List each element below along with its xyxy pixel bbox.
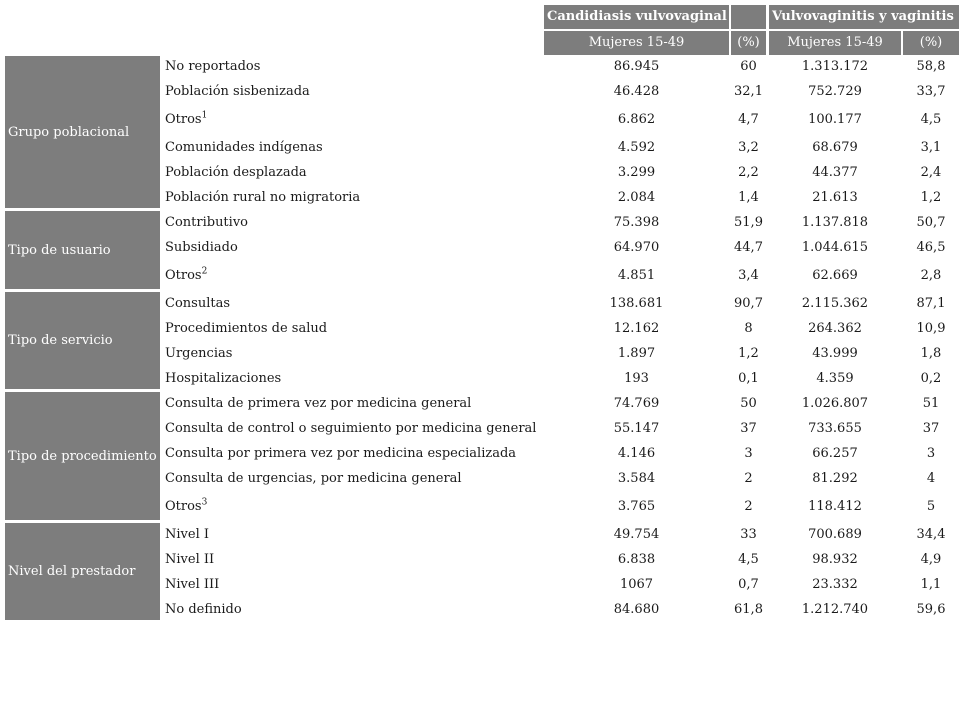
row-label xyxy=(165,552,214,568)
cell-p1: 33 xyxy=(740,527,757,542)
cell-c2: 43.999 xyxy=(812,346,858,361)
cell-p2: 3,1 xyxy=(920,140,942,155)
row-label xyxy=(165,421,536,437)
row-label xyxy=(165,268,207,284)
subheader-mujeres-2: Mujeres 15-49 xyxy=(769,31,901,55)
cell-c2: 21.613 xyxy=(812,190,858,205)
cell-c2: 81.292 xyxy=(812,471,858,486)
cell-c2: 4.359 xyxy=(816,371,854,386)
header-candidiasis: Candidiasis vulvovaginal xyxy=(544,5,729,29)
cell-p1: 0,1 xyxy=(738,371,759,386)
row-label xyxy=(165,527,209,543)
cell-c1: 74.769 xyxy=(613,396,660,411)
cell-p1: 3 xyxy=(744,446,753,461)
cell-p2: 37 xyxy=(922,421,940,436)
group-label: Tipo de servicio xyxy=(5,292,160,389)
cell-p2: 2,8 xyxy=(920,268,942,283)
subheader-pct-2: (%) xyxy=(903,31,959,55)
cell-p2: 4,9 xyxy=(920,552,942,567)
row-label-text: Nivel III xyxy=(165,577,220,592)
cell-c2: 100.177 xyxy=(808,112,862,127)
row-label xyxy=(165,190,360,206)
cell-c2: 264.362 xyxy=(808,321,862,336)
row-label xyxy=(165,296,230,312)
cell-c1: 49.754 xyxy=(613,527,660,542)
row-label xyxy=(165,577,219,593)
cell-p2: 50,7 xyxy=(916,215,946,230)
cell-p1: 1,2 xyxy=(738,346,759,361)
cell-p1: 60 xyxy=(740,59,757,74)
cell-c1: 138.681 xyxy=(609,296,664,311)
cell-p2: 1,8 xyxy=(920,346,942,361)
cell-c2: 66.257 xyxy=(812,446,858,461)
cell-c2: 1.313.172 xyxy=(801,59,869,74)
cell-c2: 44.377 xyxy=(812,165,858,180)
subheader-mujeres-1: Mujeres 15-49 xyxy=(544,31,729,55)
cell-p2: 1,2 xyxy=(920,190,942,205)
row-label-text: Contributivo xyxy=(165,215,248,230)
cell-c2: 752.729 xyxy=(808,84,862,99)
cell-c1: 84.680 xyxy=(613,602,660,617)
cell-p2: 58,8 xyxy=(916,59,946,74)
cell-c2: 1.026.807 xyxy=(801,396,869,411)
row-label xyxy=(165,112,207,128)
cell-c1: 75.398 xyxy=(613,215,660,230)
cell-p1: 32,1 xyxy=(734,84,763,99)
cell-c2: 23.332 xyxy=(812,577,858,592)
cell-c1: 12.162 xyxy=(613,321,660,336)
cell-c1: 64.970 xyxy=(613,240,660,255)
row-label xyxy=(165,240,238,256)
cell-p1: 50 xyxy=(740,396,757,411)
footnote-marker: 1 xyxy=(201,110,208,121)
cell-c2: 1.137.818 xyxy=(801,215,869,230)
cell-c1: 4.851 xyxy=(617,268,656,283)
cell-p1: 61,8 xyxy=(734,602,763,617)
row-label-text: Comunidades indígenas xyxy=(165,140,323,155)
group-label: Tipo de usuario xyxy=(5,211,160,289)
row-label-text: Otros xyxy=(165,112,202,127)
row-label-text: Otros xyxy=(165,268,202,283)
row-label-text: Consulta de control o seguimiento por medicina general xyxy=(165,421,537,436)
cell-c2: 98.932 xyxy=(812,552,858,567)
header-empty-cell xyxy=(731,5,766,29)
cell-c2: 1.044.615 xyxy=(801,240,869,255)
cell-p2: 51 xyxy=(922,396,940,411)
row-label xyxy=(165,215,248,231)
row-label-text: No definido xyxy=(165,602,242,617)
cell-p2: 33,7 xyxy=(916,84,946,99)
row-label-text: Consulta de urgencias, por medicina general xyxy=(165,471,462,486)
cell-p2: 0,2 xyxy=(920,371,942,386)
row-label xyxy=(165,59,260,75)
cell-p1: 4,5 xyxy=(738,552,759,567)
cell-p2: 4 xyxy=(926,471,936,486)
row-label xyxy=(165,371,281,387)
row-label xyxy=(165,396,471,412)
cell-p2: 10,9 xyxy=(916,321,946,336)
cell-c2: 68.679 xyxy=(812,140,858,155)
cell-p2: 4,5 xyxy=(920,112,942,127)
footnote-marker: 2 xyxy=(201,266,208,277)
cell-c1: 4.146 xyxy=(617,446,656,461)
row-label-text: Nivel II xyxy=(165,552,215,567)
row-label-text: Nivel I xyxy=(165,527,209,542)
cell-p2: 59,6 xyxy=(916,602,946,617)
cell-c1: 6.862 xyxy=(617,112,656,127)
cell-c1: 1067 xyxy=(619,577,654,592)
cell-c1: 6.838 xyxy=(617,552,656,567)
cell-p1: 2,2 xyxy=(738,165,759,180)
row-label-text: Población rural no migratoria xyxy=(165,190,361,205)
cell-p2: 1,1 xyxy=(920,577,942,592)
cell-c2: 2.115.362 xyxy=(801,296,869,311)
cell-c2: 118.412 xyxy=(808,499,862,514)
cell-p2: 5 xyxy=(926,499,936,514)
cell-p1: 3,4 xyxy=(738,268,759,283)
row-label xyxy=(165,499,207,515)
row-label xyxy=(165,446,516,462)
row-label xyxy=(165,471,462,487)
cell-c1: 193 xyxy=(624,371,649,386)
row-label xyxy=(165,84,310,100)
cell-p1: 4,7 xyxy=(738,112,759,127)
cell-p2: 2,4 xyxy=(920,165,942,180)
row-label xyxy=(165,321,327,337)
subheader-pct-1: (%) xyxy=(731,31,766,55)
cell-c1: 3.299 xyxy=(617,165,656,180)
row-label xyxy=(165,602,242,618)
row-label xyxy=(165,346,232,362)
row-label-text: Procedimientos de salud xyxy=(165,321,328,336)
group-label: Grupo poblacional xyxy=(5,56,160,208)
row-label-text: Población sisbenizada xyxy=(165,84,310,99)
group-label: Tipo de procedimiento xyxy=(5,392,160,520)
cell-c1: 86.945 xyxy=(613,59,660,74)
cell-p1: 1,4 xyxy=(738,190,759,205)
row-label-text: Hospitalizaciones xyxy=(165,371,282,386)
row-label-text: Urgencias xyxy=(165,346,233,361)
row-label-text: Consulta de primera vez por medicina general xyxy=(165,396,472,411)
row-label-text: Población desplazada xyxy=(165,165,307,180)
cell-c1: 46.428 xyxy=(613,84,660,99)
cell-p1: 0,7 xyxy=(738,577,759,592)
row-label-text: Subsidiado xyxy=(165,240,238,255)
cell-p2: 3 xyxy=(926,446,936,461)
row-label xyxy=(165,140,323,156)
cell-c1: 2.084 xyxy=(617,190,656,205)
row-label-text: No reportados xyxy=(165,59,261,74)
cell-p1: 37 xyxy=(740,421,757,436)
row-label xyxy=(165,165,307,181)
row-label-text: Consultas xyxy=(165,296,230,311)
footnote-marker: 3 xyxy=(201,497,208,508)
cell-p2: 87,1 xyxy=(916,296,946,311)
cell-p1: 44,7 xyxy=(734,240,763,255)
cell-p1: 51,9 xyxy=(734,215,763,230)
cell-p1: 90,7 xyxy=(734,296,763,311)
cell-p2: 46,5 xyxy=(916,240,946,255)
group-label: Nivel del prestador xyxy=(5,523,160,620)
cell-c2: 700.689 xyxy=(808,527,862,542)
cell-c1: 3.765 xyxy=(617,499,656,514)
cell-c1: 1.897 xyxy=(617,346,656,361)
cell-c2: 733.655 xyxy=(808,421,862,436)
row-label-text: Consulta por primera vez por medicina especializada xyxy=(165,446,517,461)
cell-p1: 3,2 xyxy=(738,140,759,155)
cell-p1: 2 xyxy=(744,471,753,486)
row-label-text: Otros xyxy=(165,499,202,514)
cell-c1: 4.592 xyxy=(617,140,656,155)
cell-c2: 1.212.740 xyxy=(801,602,869,617)
cell-p2: 34,4 xyxy=(916,527,946,542)
cell-p1: 8 xyxy=(744,321,753,336)
cell-c2: 62.669 xyxy=(812,268,858,283)
cell-c1: 3.584 xyxy=(617,471,656,486)
cell-c1: 55.147 xyxy=(613,421,660,436)
cell-p1: 2 xyxy=(744,499,753,514)
header-vulvovaginitis: Vulvovaginitis y vaginitis xyxy=(769,5,959,29)
